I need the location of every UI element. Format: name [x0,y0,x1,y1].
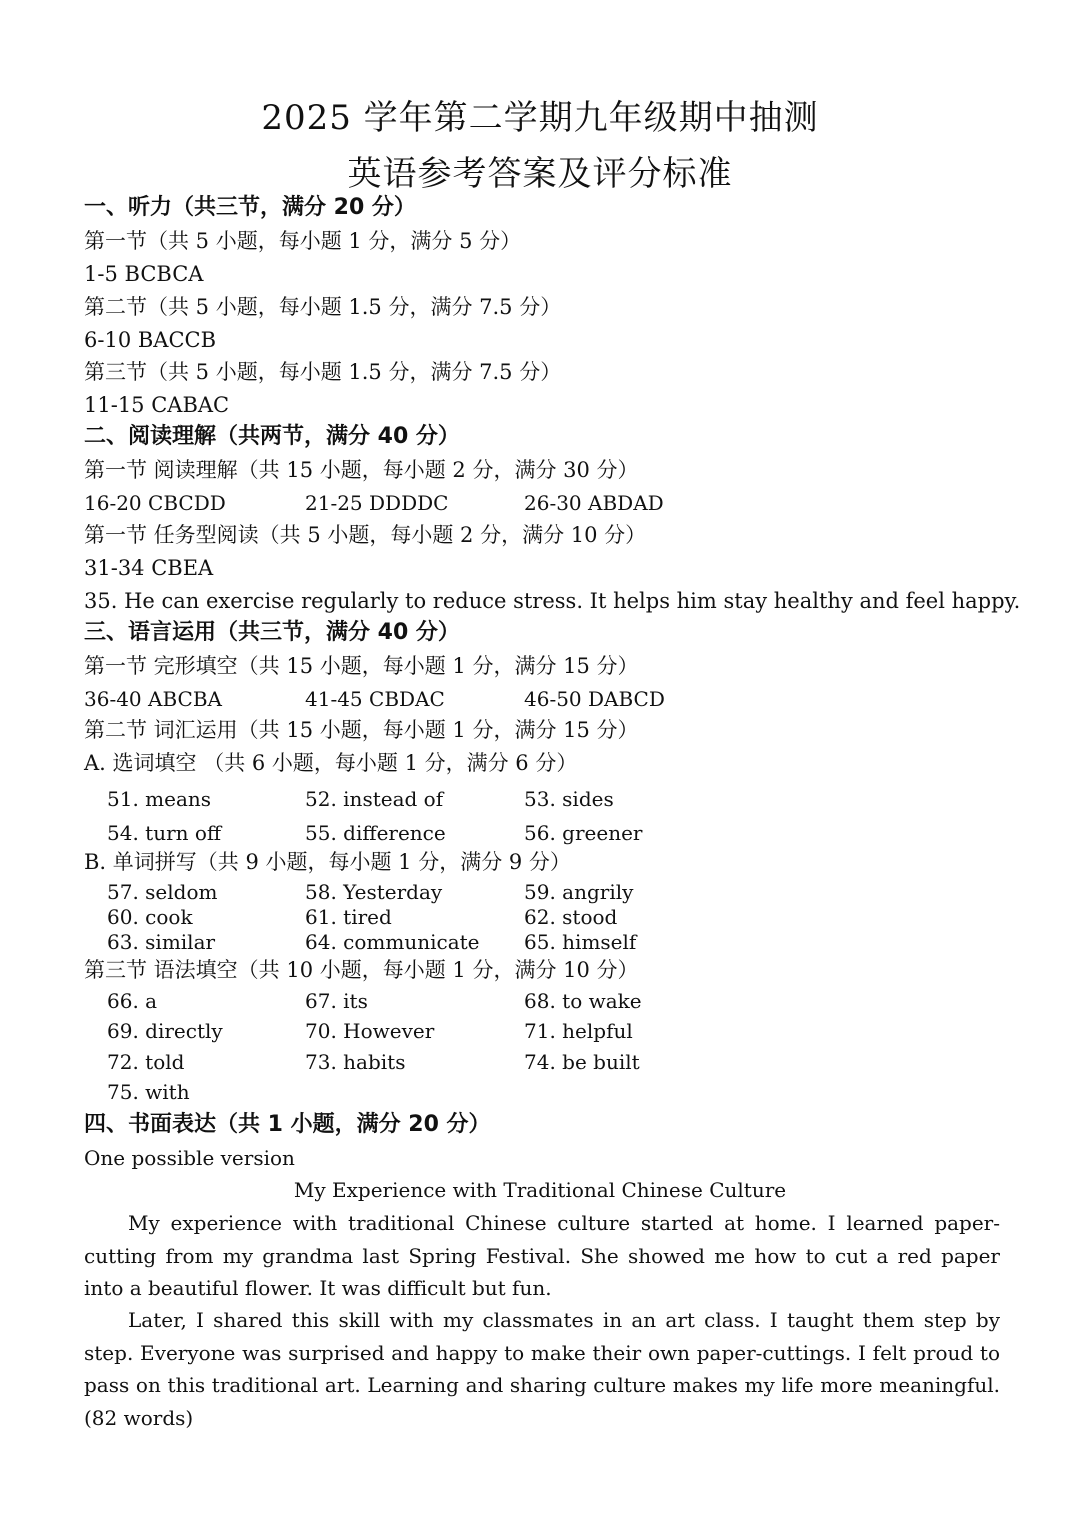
answer-item: 66. a [107,989,158,1013]
answer-item: 60. cook [107,905,193,929]
answer-line: 6-10 BACCB [84,328,217,352]
answer-group: 46-50 DABCD [524,687,665,711]
subsection-label: 第二节（共 5 小题，每小题 1.5 分，满分 7.5 分） [84,295,562,319]
answer-item: 71. helpful [524,1019,633,1043]
answer-item: 67. its [305,989,368,1013]
subsection-label: 第二节 词汇运用（共 15 小题，每小题 1 分，满分 15 分） [84,718,639,742]
answer-group: 21-25 DDDDC [305,491,449,515]
answer-item: 62. stood [524,905,618,929]
subsection-label: 第一节 任务型阅读（共 5 小题，每小题 2 分，满分 10 分） [84,523,647,547]
subsection-label: 第三节（共 5 小题，每小题 1.5 分，满分 7.5 分） [84,360,562,384]
subsection-label: 第一节 完形填空（共 15 小题，每小题 1 分，满分 15 分） [84,654,639,678]
answer-item: 52. instead of [305,787,444,811]
answer-line: 11-15 CABAC [84,393,230,417]
answer-group: 16-20 CBCDD [84,491,226,515]
answer-line: 1-5 BCBCA [84,262,204,286]
answer-item: 55. difference [305,821,446,845]
answer-group: 26-30 ABDAD [524,491,664,515]
answer-item: 54. turn off [107,821,222,845]
answer-item: 56. greener [524,821,643,845]
essay-paragraph: Later, I shared this skill with my classmates in an art class. I taught them step by step. Everyone was surprised and happy to make their own paper-cuttings. I felt proud to pass on this traditional art. Learning and sharing culture makes my life more meaningful. (82 words) [84,1308,1000,1430]
page-subtitle: 英语参考答案及评分标准 [347,154,733,194]
answer-item: 68. to wake [524,989,642,1013]
answer-item: 64. communicate [305,930,480,954]
section-heading-listening: 一、听力（共三节，满分 20 分） [84,195,416,220]
answer-group: 36-40 ABCBA [84,687,222,711]
answer-item: 70. However [305,1019,435,1043]
section-heading-writing: 四、书面表达（共 1 小题，满分 20 分） [84,1112,491,1137]
answer-item: 61. tired [305,905,392,929]
subsection-label: A. 选词填空 （共 6 小题，每小题 1 分，满分 6 分） [84,751,578,775]
answer-item: 63. similar [107,930,216,954]
section-heading-language-use: 三、语言运用（共三节，满分 40 分） [84,620,460,645]
answer-item: 69. directly [107,1019,223,1043]
answer-35: 35. He can exercise regularly to reduce stress. It helps him stay healthy and feel happy. [84,589,1021,613]
subsection-label: 第一节（共 5 小题，每小题 1 分，满分 5 分） [84,229,522,253]
subsection-label: 第一节 阅读理解（共 15 小题，每小题 2 分，满分 30 分） [84,458,639,482]
page-title: 2025 学年第二学期九年级期中抽测 [261,98,819,138]
essay-paragraph: My experience with traditional Chinese culture started at home. I learned paper-cutting from my grandma last Spring Festival. She showed me how to cut a red paper into a beautiful flower. It was difficult but fun. [84,1211,1000,1300]
answer-item: 58. Yesterday [305,880,443,904]
answer-line: 31-34 CBEA [84,556,214,580]
answer-item: 74. be built [524,1050,640,1074]
answer-group: 41-45 CBDAC [305,687,445,711]
essay-title: My Experience with Traditional Chinese Culture [293,1178,787,1202]
answer-item: 53. sides [524,787,614,811]
subsection-label: 第三节 语法填空（共 10 小题，每小题 1 分，满分 10 分） [84,958,639,982]
answer-item: 65. himself [524,930,637,954]
answer-item: 73. habits [305,1050,406,1074]
answer-item: 57. seldom [107,880,218,904]
subsection-label: B. 单词拼写（共 9 小题，每小题 1 分，满分 9 分） [84,850,571,874]
version-label: One possible version [84,1146,295,1170]
answer-item: 72. told [107,1050,185,1074]
answer-item: 75. with [107,1080,190,1104]
answer-item: 59. angrily [524,880,634,904]
section-heading-reading: 二、阅读理解（共两节，满分 40 分） [84,424,460,449]
answer-item: 51. means [107,787,212,811]
